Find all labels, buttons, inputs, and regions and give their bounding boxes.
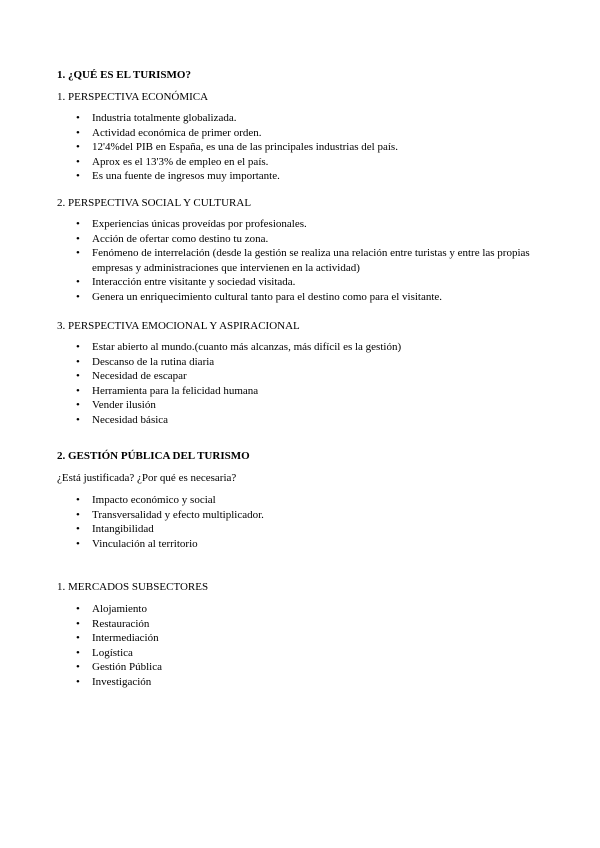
list-emocional (57, 340, 557, 428)
list-item: • Estar abierto al mundo.(cuanto más alcanzas, más difícil es la gestión) (57, 340, 557, 355)
subsection-social-heading: 2. PERSPECTIVA SOCIAL Y CULTURAL (57, 197, 252, 209)
list-social (57, 217, 557, 305)
subsection-economica-heading: 1. PERSPECTIVA ECONÓMICA (57, 91, 209, 103)
subsection-mercados-heading: 1. MERCADOS SUBSECTORES (57, 581, 209, 593)
section-1-title: 1. ¿QUÉ ES EL TURISMO? (57, 69, 191, 81)
list-item: • Industria totalmente globalizada. (57, 111, 557, 126)
list-item: • 12'4%del PIB en España, es una de las principales industrias del país. (57, 140, 557, 155)
list-item: • Necesidad de escapar (57, 369, 557, 384)
list-item: • Gestión Pública (57, 660, 557, 675)
list-item: • Fenómeno de interrelación (desde la gestión se realiza una relación entre turistas y entre las propias empresas y administraciones que intervienen en la actividad) (57, 246, 557, 275)
list-item: • Es una fuente de ingresos muy importante. (57, 169, 557, 184)
list-item: • Necesidad básica (57, 413, 557, 428)
list-item: • Actividad económica de primer orden. (57, 126, 557, 141)
list-item: • Acción de ofertar como destino tu zona. (57, 232, 557, 247)
section-2-question: ¿Está justificada? ¿Por qué es necesaria? (57, 472, 237, 484)
list-item: • Alojamiento (57, 602, 557, 617)
list-item: • Investigación (57, 675, 557, 690)
list-mercados (57, 602, 557, 690)
list-item: • Transversalidad y efecto multiplicador. (57, 508, 557, 523)
list-economica (57, 111, 557, 184)
list-gestion (57, 493, 557, 551)
list-item: • Restauración (57, 617, 557, 632)
subsection-emocional-heading: 3. PERSPECTIVA EMOCIONAL Y ASPIRACIONAL (57, 320, 300, 332)
list-item: • Intermediación (57, 631, 557, 646)
list-item: • Impacto económico y social (57, 493, 557, 508)
list-item: • Descanso de la rutina diaria (57, 355, 557, 370)
list-item: • Aprox es el 13'3% de empleo en el país. (57, 155, 557, 170)
list-item: • Herramienta para la felicidad humana (57, 384, 557, 399)
list-item: • Interacción entre visitante y sociedad visitada. (57, 275, 557, 290)
list-item: • Logística (57, 646, 557, 661)
list-item: • Intangibilidad (57, 522, 557, 537)
list-item: • Genera un enriquecimiento cultural tanto para el destino como para el visitante. (57, 290, 557, 305)
list-item: • Vender ilusión (57, 398, 557, 413)
list-item: • Experiencias únicas proveídas por profesionales. (57, 217, 557, 232)
section-2-title: 2. GESTIÓN PÚBLICA DEL TURISMO (57, 450, 250, 462)
list-item: • Vinculación al territorio (57, 537, 557, 552)
